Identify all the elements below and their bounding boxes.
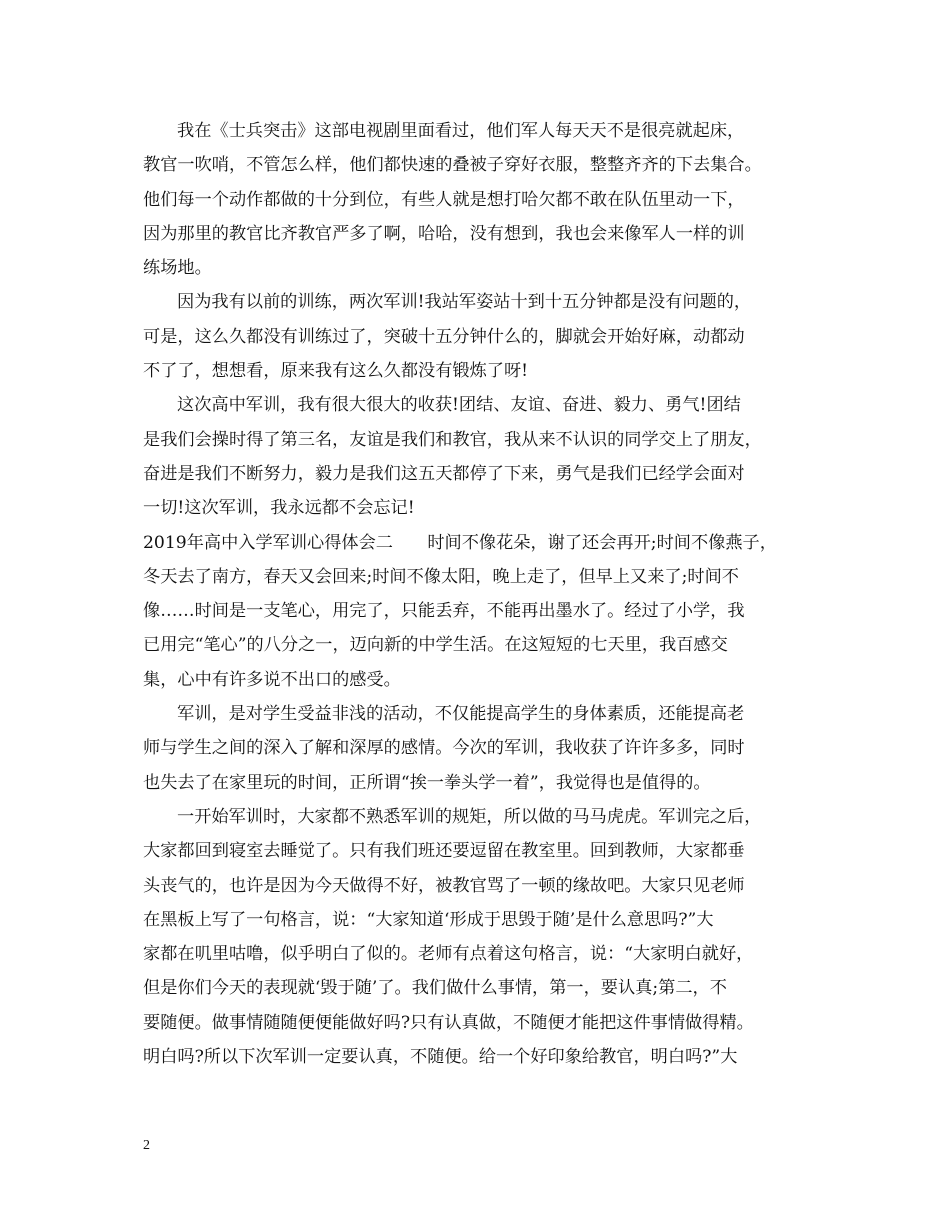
- text-line: 是我们会操时得了第三名，友谊是我们和教官，我从来不认识的同学交上了朋友，: [143, 429, 762, 450]
- text-line: 集，心中有许多说不出口的感受。: [143, 669, 401, 690]
- text-line: 一开始军训时，大家都不熟悉军训的规矩，所以做的马马虎虎。军训完之后，: [177, 806, 762, 827]
- text-line: 但是你们今天的表现就‘毁于随’了。我们做什么事情，第一，要认真;第二，不: [143, 978, 727, 999]
- text-line: 教官一吹哨，不管怎么样，他们都快速的叠被子穿好衣服，整整齐齐的下去集合。: [143, 155, 762, 176]
- page-number: 2: [143, 1138, 150, 1153]
- text-line: 已用完“笔心”的八分之一，迈向新的中学生活。在这短短的七天里，我百感交: [143, 635, 728, 656]
- text-line: 军训，是对学生受益非浅的活动，不仅能提高学生的身体素质，还能提高老: [177, 704, 745, 725]
- text-line: 不了了，想想看，原来我有这么久都没有锻炼了呀!: [143, 361, 529, 382]
- text-line: 因为那里的教官比齐教官严多了啊，哈哈，没有想到，我也会来像军人一样的训: [143, 223, 745, 244]
- text-line: 也失去了在家里玩的时间，正所谓“挨一拳头学一着”，我觉得也是值得的。: [143, 772, 711, 793]
- text-line: 家都在叽里咕噜，似乎明白了似的。老师有点着这句格言，说：“大家明白就好，: [143, 944, 754, 965]
- text-line: 练场地。: [143, 258, 212, 279]
- text-line: 我在《士兵突击》这部电视剧里面看过，他们军人每天天不是很亮就起床，: [177, 121, 745, 141]
- text-line: 大家都回到寝室去睡觉了。只有我们班还要逗留在教室里。回到教师，大家都垂: [143, 841, 745, 862]
- text-line: 师与学生之间的深入了解和深厚的感情。今次的军训，我收获了许许多多，同时: [143, 738, 745, 759]
- text-line: 像……时间是一支笔心，用完了，只能丢弃，不能再出墨水了。经过了小学，我: [143, 601, 745, 622]
- text-line: 冬天去了南方，春天又会回来;时间不像太阳，晚上走了，但早上又来了;时间不: [143, 566, 739, 587]
- text-line: 头丧气的，也许是因为今天做得不好，被教官骂了一顿的缘故吧。大家只见老师: [143, 875, 745, 896]
- text-line: 要随便。做事情随随便便能做好吗?只有认真做，不随便才能把这件事情做得精。: [143, 1012, 754, 1033]
- text-line: 他们每一个动作都做的十分到位，有些人就是想打哈欠都不敢在队伍里动一下，: [143, 189, 745, 210]
- text-line: 2019年高中入学军训心得体会二 时间不像花朵，谢了还会再开;时间不像燕子，: [143, 532, 777, 553]
- text-line: 一切!这次军训，我永远都不会忘记!: [143, 498, 415, 519]
- text-line: 明白吗?所以下次军训一定要认真，不随便。给一个好印象给教官，明白吗?”大: [143, 1047, 738, 1068]
- text-line: 可是，这么久都没有训练过了，突破十五分钟什么的，脚就会开始好麻，动都动: [143, 326, 745, 347]
- text-line: 奋进是我们不断努力，毅力是我们这五天都停了下来，勇气是我们已经学会面对: [143, 463, 745, 484]
- body-text: [143, 114, 805, 1074]
- text-line: 在黑板上写了一句格言，说：“大家知道‘形成于思毁于随’是什么意思吗?”大: [143, 909, 714, 930]
- text-line: 因为我有以前的训练，两次军训!我站军姿站十到十五分钟都是没有问题的，: [177, 292, 752, 313]
- text-line: 这次高中军训，我有很大很大的收获!团结、友谊、奋进、毅力、勇气!团结: [177, 395, 741, 416]
